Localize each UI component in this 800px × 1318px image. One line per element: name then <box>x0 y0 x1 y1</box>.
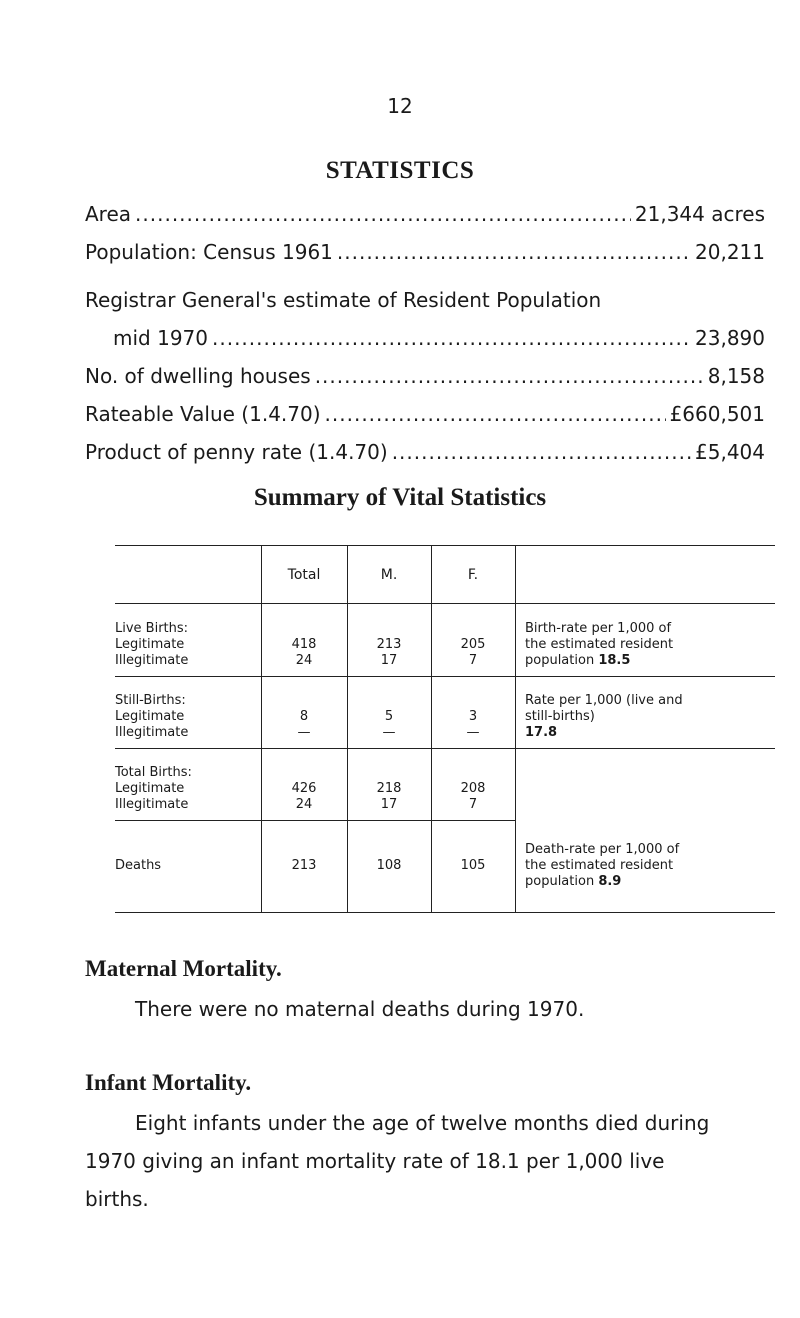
birth-rate-note <box>525 621 785 669</box>
stat-label: Product of penny rate (1.4.70) <box>85 440 388 464</box>
maternal-mortality-text <box>85 990 765 1028</box>
note-line: Birth-rate per 1,000 of <box>525 621 672 636</box>
death-rate-note <box>525 842 785 890</box>
leader-dots <box>392 433 691 471</box>
stat-label: No. of dwelling houses <box>85 364 311 388</box>
table-rule <box>115 676 775 677</box>
row-label: Illegitimate <box>115 653 189 668</box>
row-group-title: Still-Births: <box>115 693 186 708</box>
row-group-title: Live Births: <box>115 621 189 636</box>
table-rule <box>115 912 775 913</box>
cell-male: — <box>382 725 396 740</box>
note-line: the estimated resident <box>525 858 674 873</box>
leader-dots <box>325 395 666 433</box>
leader-dots <box>212 319 691 357</box>
table-rule <box>115 820 515 821</box>
cell-female: 7 <box>468 797 478 812</box>
cell-female: — <box>466 725 480 740</box>
death-rate-value: 8.9 <box>598 874 622 889</box>
column-header-female: F. <box>467 567 479 583</box>
row-label: Illegitimate <box>115 725 189 740</box>
stat-row-rateable-value <box>85 395 765 433</box>
infant-mortality-heading: Infant Mortality. <box>85 1070 252 1095</box>
column-header-male: M. <box>380 567 398 583</box>
cell-male: 218 <box>376 781 402 796</box>
stat-label: Registrar General's estimate of Resident Population <box>85 288 602 312</box>
page-number: 12 <box>387 94 413 118</box>
cell-total: 24 <box>295 797 313 812</box>
note-line: population 8.9 <box>525 874 622 889</box>
leader-dots <box>337 233 691 271</box>
cell-male: 17 <box>380 653 398 668</box>
stat-row-registrar-estimate <box>85 281 765 319</box>
stat-value: 23,890 <box>695 326 765 350</box>
table-column-rule <box>515 545 516 912</box>
table-rule <box>115 603 775 604</box>
note-line: Rate per 1,000 (live and <box>525 693 683 708</box>
cell-male: 213 <box>376 637 402 652</box>
maternal-mortality-heading: Maternal Mortality. <box>85 956 282 981</box>
page-title: STATISTICS <box>325 157 475 184</box>
still-birth-rate-value: 17.8 <box>525 725 558 740</box>
row-label: Legitimate <box>115 709 185 724</box>
cell-total: 213 <box>291 858 317 873</box>
table-rule <box>115 748 775 749</box>
stat-value: 8,158 <box>707 364 765 388</box>
stat-value: £660,501 <box>669 402 765 426</box>
cell-female: 205 <box>460 637 486 652</box>
cell-total: — <box>297 725 311 740</box>
cell-total: 8 <box>299 709 309 724</box>
cell-female: 7 <box>468 653 478 668</box>
stat-row-dwelling-houses <box>85 357 765 395</box>
stat-label: Rateable Value (1.4.70) <box>85 402 321 426</box>
leader-dots <box>135 195 631 233</box>
row-label: Deaths <box>115 858 162 873</box>
birth-rate-value: 18.5 <box>598 653 631 668</box>
summary-heading: Summary of Vital Statistics <box>253 484 547 511</box>
cell-total: 418 <box>291 637 317 652</box>
stat-value: 20,211 <box>695 240 765 264</box>
note-line <box>525 725 785 741</box>
cell-total: 24 <box>295 653 313 668</box>
leader-dots <box>315 357 704 395</box>
paragraph-line: There were no maternal deaths during 1970. <box>135 997 585 1021</box>
paragraph-line: Eight infants under the age of twelve months died during <box>135 1111 710 1135</box>
stat-label: Population: Census 1961 <box>85 240 333 264</box>
infant-mortality-text <box>85 1104 765 1218</box>
stat-value: 21,344 acres <box>634 202 765 226</box>
paragraph-line: 1970 giving an infant mortality rate of 18.1 per 1,000 live <box>85 1149 665 1173</box>
note-line: population 18.5 <box>525 653 631 668</box>
cell-male: 5 <box>384 709 394 724</box>
cell-male: 17 <box>380 797 398 812</box>
note-line: still-births) <box>525 709 595 724</box>
stat-value: £5,404 <box>695 440 765 464</box>
cell-female: 208 <box>460 781 486 796</box>
table-rule <box>115 545 775 546</box>
cell-total: 426 <box>291 781 317 796</box>
stat-row-penny-rate <box>85 433 765 471</box>
stat-label: Area <box>85 202 132 226</box>
statistics-list <box>85 195 765 471</box>
stat-label: mid 1970 <box>113 326 208 350</box>
stat-row-mid-1970 <box>85 319 765 357</box>
cell-female: 3 <box>468 709 478 724</box>
cell-female: 105 <box>460 858 486 873</box>
row-label: Legitimate <box>115 637 185 652</box>
note-line: Death-rate per 1,000 of <box>525 842 680 857</box>
cell-male: 108 <box>376 858 402 873</box>
note-line: the estimated resident <box>525 637 674 652</box>
row-group-title: Total Births: <box>115 765 192 780</box>
vital-statistics-table <box>115 545 775 915</box>
stat-row-area <box>85 195 765 233</box>
row-label: Legitimate <box>115 781 185 796</box>
row-label: Illegitimate <box>115 797 189 812</box>
stat-row-population-census <box>85 233 765 271</box>
column-header-total: Total <box>287 567 321 583</box>
paragraph-line: births. <box>85 1187 149 1211</box>
still-birth-rate-note <box>525 693 785 741</box>
